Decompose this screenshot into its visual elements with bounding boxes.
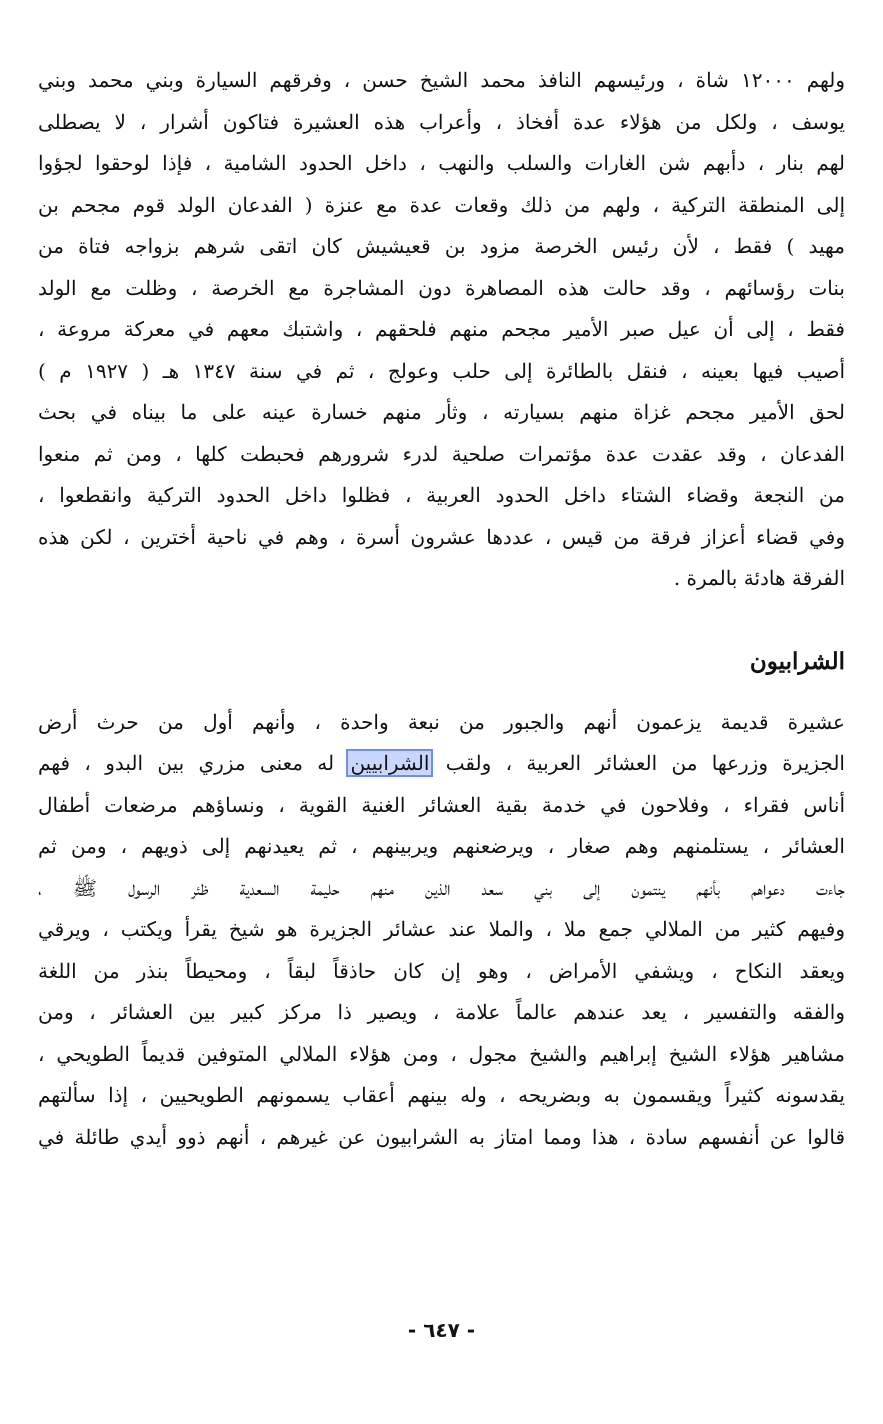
text-line: يوسف ، ولكل من هؤلاء عدة أفخاذ ، وأعراب هذه العشيرة فتاكون أشرار ، لا يصطلى	[38, 109, 845, 134]
text-line: جاءت دعواهم بأنهم ينتمون إلى بني سعد الذين منهم حليمة السعدية ظئر الرسول ﷺ ،	[38, 875, 845, 900]
text-line: بنات رؤسائهم ، وقد حالت هذه المصاهرة دون المشاجرة مع الخرصة ، وظلت مع الولد	[38, 275, 845, 300]
text-line: ولهم ١٢٠٠٠ شاة ، ورئيسهم النافذ محمد الشيخ حسن ، وفرقهم السيارة وبني محمد وبني	[38, 68, 845, 92]
text-line: وفي قضاء أعزاز فرقة من قيس ، عددها عشرون أسرة ، وهم في ناحية أخترين ، لكن هذه	[38, 524, 845, 549]
text-line: إلى المنطقة التركية ، ولهم من ذلك وقعات عدة مع عنزة ( الفدعان الولد قوم مجحم بن	[38, 192, 845, 217]
text-line: فقط ، إلى أن عيل صبر الأمير مجحم منهم فلحقهم ، واشتبك معهم في معركة مروعة ،	[38, 317, 845, 341]
text-line: ويعقد النكاح ، ويشفي الأمراض ، وهو إن كان حاذقاً لبقاً ، ومحيطاً بنذر من اللغة	[38, 958, 845, 983]
paragraph-fadaan-section	[38, 60, 845, 600]
text-line: لحق الأمير مجحم غزاة منهم بسيارته ، وثأر منهم خسارة عينه على ما بيناه في بحث	[38, 400, 845, 424]
text-line: يقدسونه كثيراً ويقسمون به وبضريحه ، وله بينهم أعقاب يسمونهم الطويحيين ، إذا سألتهم	[38, 1083, 845, 1107]
document-page	[38, 60, 845, 1384]
text-line: أصيب فيها بعينه ، فنقل بالطائرة إلى حلب وعولج ، ثم في سنة ١٣٤٧ هـ ( ١٩٢٧ م )	[38, 358, 845, 383]
text-segment: له معنى مزري بين البدو ، فهم	[38, 751, 349, 775]
text-line: مهيد ) فقط ، لأن رئيس الخرصة مزود بن قعيشيش كان اتقى شرهم بزواجه فتاة من	[38, 234, 845, 258]
text-line: من النجعة وقضاء الشتاء داخل الحدود العربية ، فظلوا داخل الحدود التركية وانقطعوا ،	[38, 483, 845, 507]
text-line: الفرقة هادئة بالمرة .	[673, 566, 845, 590]
text-line: والفقه والتفسير ، يعد عندهم عالماً علامة ، ويصير ذا مركز كبير بين العشائر ، ومن	[38, 1000, 845, 1024]
section-heading: الشرابيون	[749, 647, 845, 675]
text-line: لهم بنار ، دأبهم شن الغارات والسلب والنهب ، داخل الحدود الشامية ، فإذا لوحقوا لجؤوا	[38, 151, 845, 175]
text-segment: الجزيرة وزرعها من العشائر العربية ، ولقب	[431, 751, 845, 775]
text-line: أناس فقراء ، وفلاحون في خدمة بقية العشائر الغنية القوية ، ونساؤهم مرضعات أطفال	[38, 792, 845, 817]
text-line: قالوا عن أنفسهم سادة ، هذا ومما امتاز به الشرابيون عن غيرهم ، أنهم ذوو أيدي طائلة في	[38, 1124, 845, 1149]
search-highlight[interactable]: الشرابيين	[350, 751, 430, 775]
text-line-with-highlight	[38, 743, 845, 785]
text-line: وفيهم كثير من الملالي جمع ملا ، والملا عند عشائر الجزيرة هو شيخ يقرأ ويكتب ، ويرقي	[38, 917, 845, 941]
text-line: عشيرة قديمة يزعمون أنهم والجبور من نبعة واحدة ، وأنهم أول من حرث أرض	[38, 709, 845, 734]
page-number: - ٦٤٧ -	[407, 1318, 476, 1342]
text-line: مشاهير هؤلاء الشيخ إبراهيم والشيخ مجول ، ومن هؤلاء الملالي المتوفين قديماً الطويحي ،	[38, 1041, 845, 1066]
paragraph-sharabiyun	[38, 702, 845, 1159]
text-line: العشائر ، يستلمنهم وهم صغار ، ويرضعنهم ويربينهم ، ثم يعيدنهم إلى ذويهم ، ومن ثم	[38, 834, 845, 858]
text-line: الفدعان ، وقد عقدت عدة مؤتمرات صلحية لدرء شرورهم فحبطت كلها ، ومن ثم منعوا	[38, 441, 845, 466]
